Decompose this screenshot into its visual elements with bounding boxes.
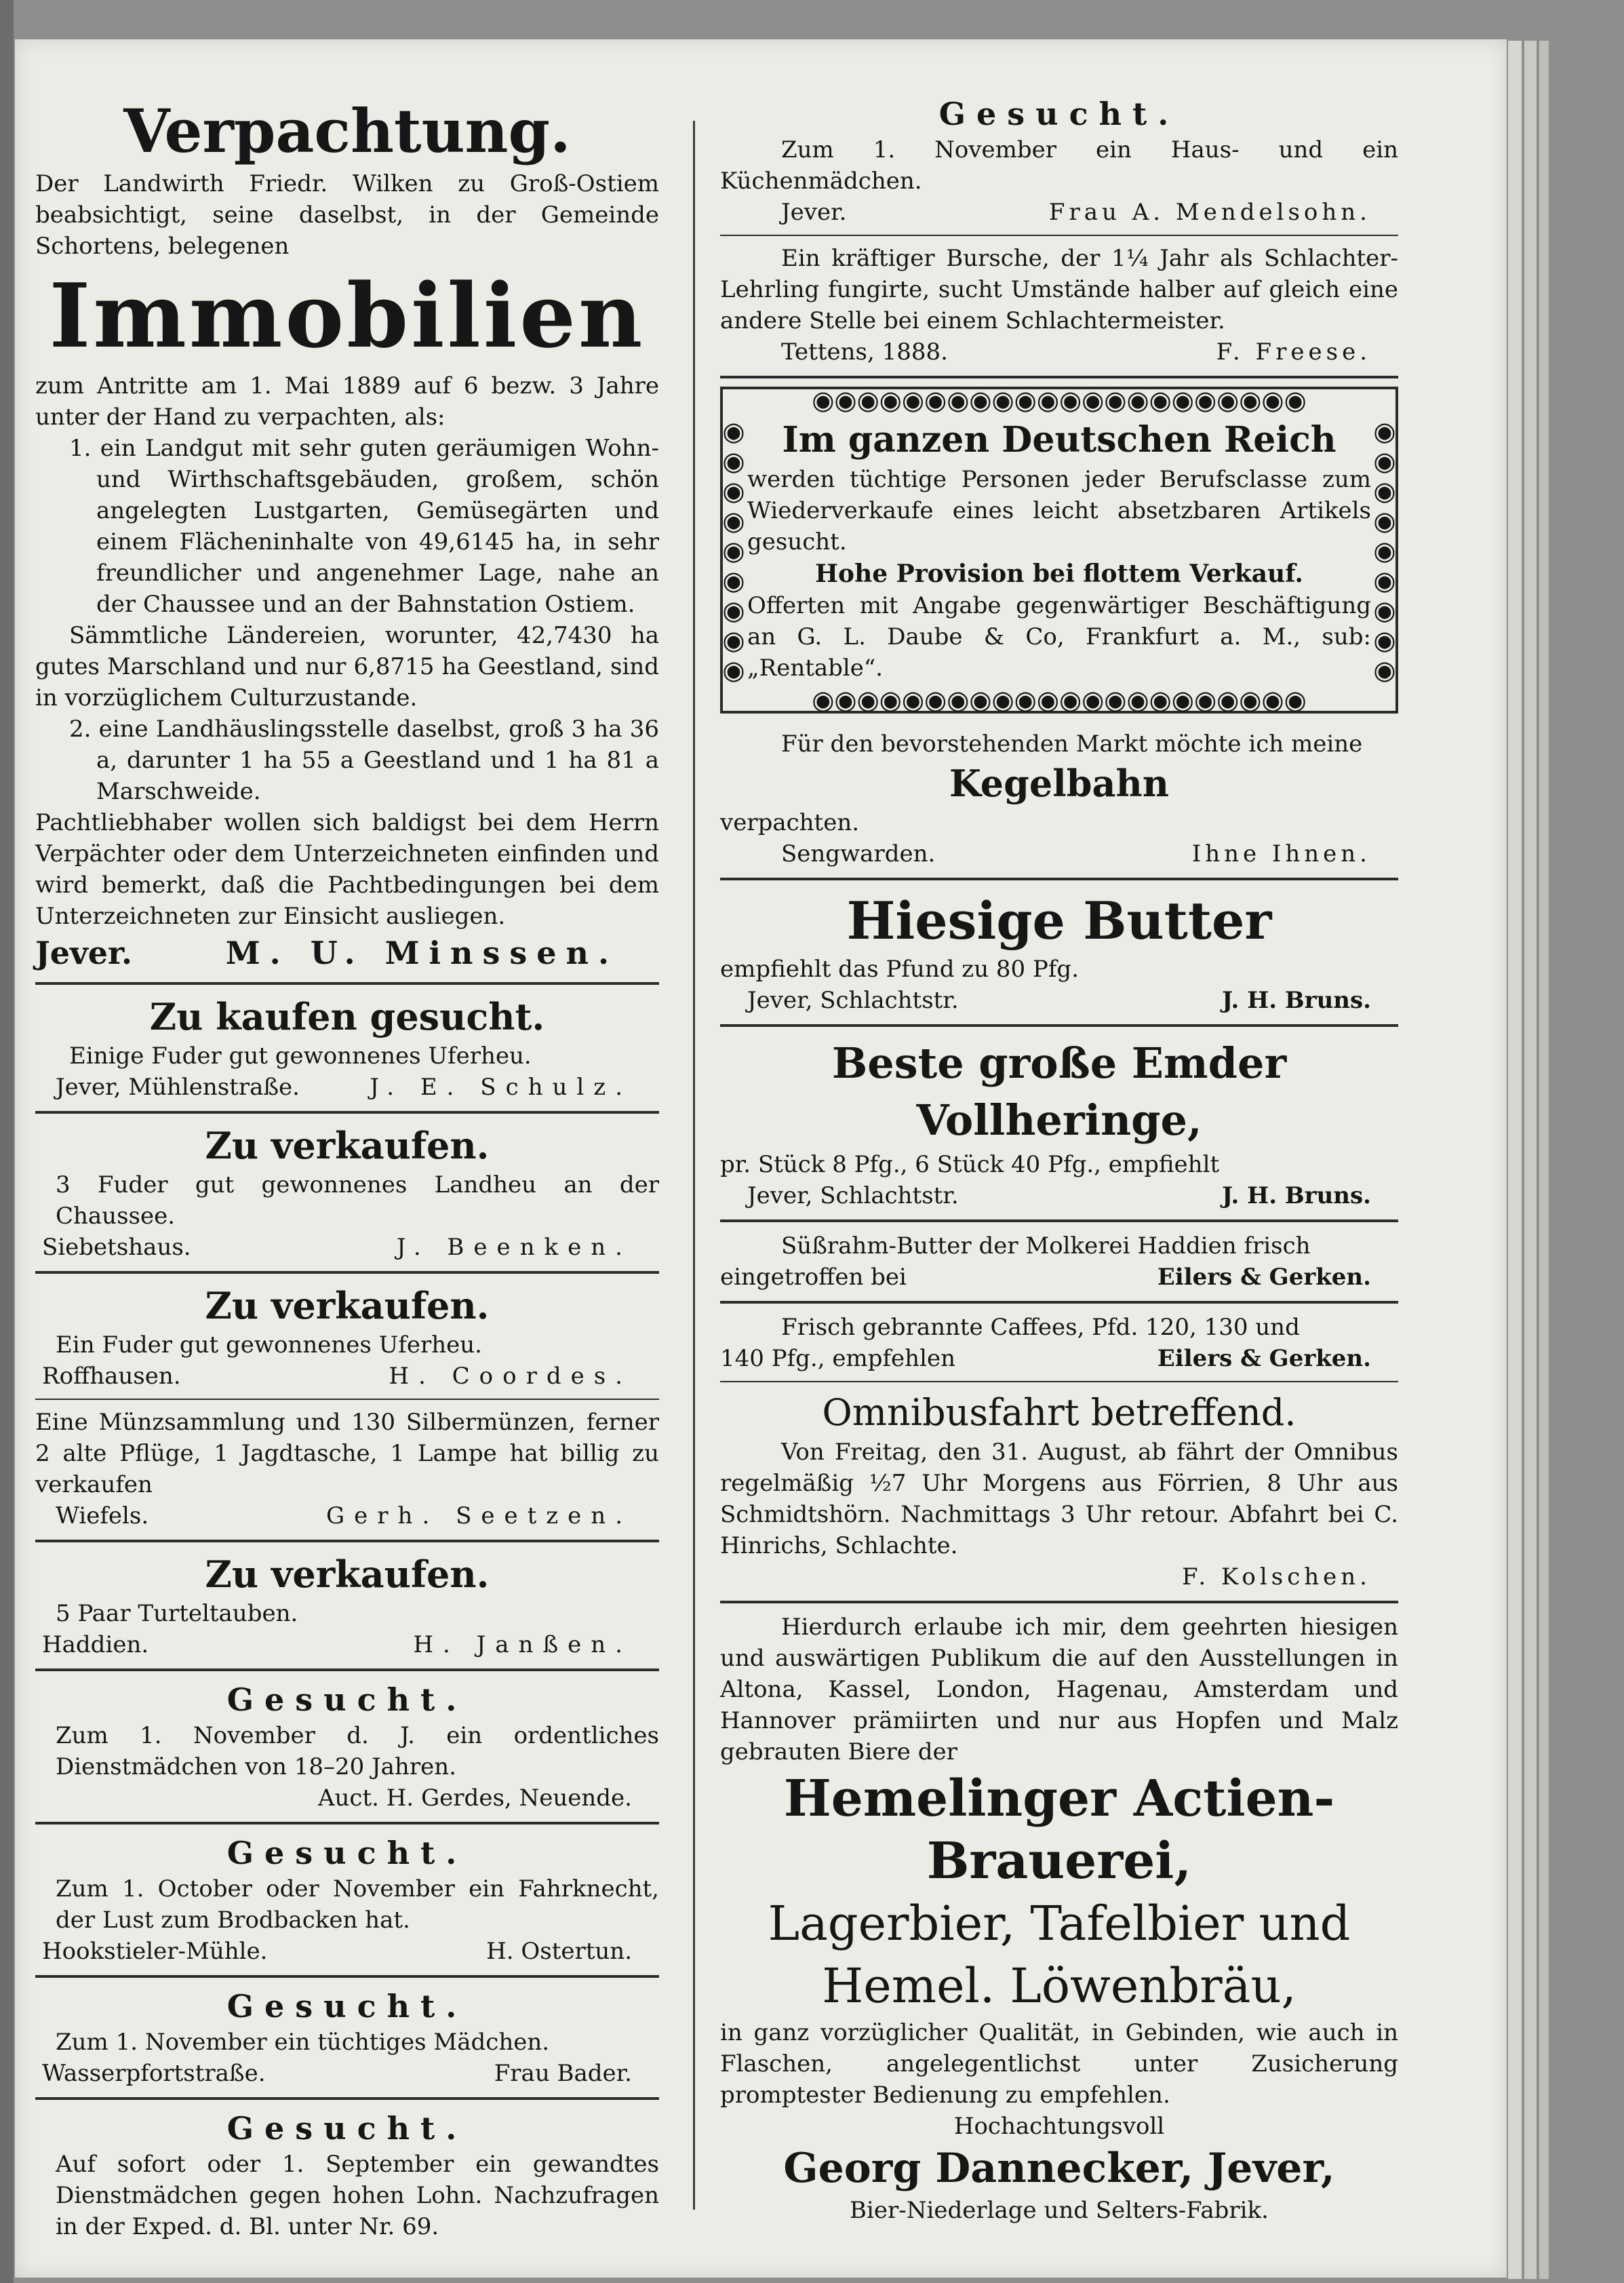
ad-text: pr. Stück 8 Pfg., 6 Stück 40 Pfg., empfiehlt [720,1151,1220,1178]
ad-bursche [720,243,1398,368]
ad-title: Gesucht. [226,1681,468,1718]
ad-signature: H. Janßen. [413,1631,632,1658]
ad-caffee [720,1312,1398,1374]
ad-place: Roffhausen. [42,1363,181,1390]
separator [35,1540,659,1542]
ad-text: Zum 1. October oder November ein Fahrknecht, der Lust zum Brodbacken hat. [56,1875,659,1934]
ad-place: Jever, Schlachtstr. [747,987,959,1014]
ad-place: Hookstieler-Mühle. [42,1938,268,1965]
ad-headline: Lagerbier, Tafelbier und [768,1896,1351,1951]
ad-signature: F. Kolschen. [1182,1563,1371,1591]
separator [720,1219,1398,1222]
ad-text: Ein kräftiger Bursche, der 1¼ Jahr als Schlachter-Lehrling fungirte, sucht Umstände halber auf gleich eine andere Stelle bei einem Schlachtermeister. [720,245,1398,334]
separator [35,1271,659,1274]
ad-signature: Frau Bader. [494,2060,632,2087]
ad-signature: Gerh. Seetzen. [326,1502,632,1529]
ad-gesucht-1 [35,1679,659,1814]
ad-text: Von Freitag, den 31. August, ab fährt der Omnibus regelmäßig ½7 Uhr Morgens aus Förrien, 8 Uhr aus Schmidtshörn. Nachmittags 3 Uhr retour. Abfahrt bei C. Hinrichs, Schlachte. [720,1439,1398,1559]
ad-title: Zu kaufen gesucht. [149,995,545,1038]
ad-text: 140 Pfg., empfehlen [720,1345,955,1372]
newspaper-page [15,39,1507,2278]
ad-text: Zum 1. November ein tüchtiges Mädchen. [56,2029,550,2056]
ad-signature: Eilers & Gerken. [1157,1345,1371,1372]
ad-place: Tettens, 1888. [781,338,948,366]
ad-verpachtung [35,94,659,974]
ad-text: eingetroffen bei [720,1264,907,1291]
left-column [35,94,659,2242]
ornament-border: ◉◉◉◉◉◉◉◉◉◉◉◉◉◉◉◉◉◉◉◉◉◉ [812,685,1307,715]
ad-kegelbahn [720,728,1398,870]
page-stack-edge [1524,41,1537,2279]
page-stack-edge [1508,41,1522,2279]
ad-text: Sämmtliche Ländereien, worunter, 42,7430 ha gutes Marschland und nur 6,8715 ha Geestland, sind in vorzüglichem Culturzustande. [35,622,659,711]
ad-place: Siebetshaus. [42,1234,191,1261]
ad-text: Eine Münzsammlung und 130 Silbermünzen, ferner 2 alte Pflüge, 1 Jagdtasche, 1 Lampe hat billig zu verkaufen [35,1409,659,1498]
ad-title: Hemelinger Actien- [783,1770,1335,1828]
ad-signature: Frau A. Mendelsohn. [1048,199,1371,226]
separator [35,1399,659,1400]
ad-place: Jever, Mühlenstraße. [56,1074,300,1101]
ad-title: Zu verkaufen. [205,1553,490,1596]
ad-signature: H. Coordes. [389,1363,632,1390]
ad-text: Der Landwirth Friedr. Wilken zu Groß-Ostiem beabsichtigt, seine daselbst, in der Gemeinde Schortens, belegenen [35,170,659,260]
separator [35,982,659,985]
ad-text: Hierdurch erlaube ich mir, dem geehrten hiesigen und auswärtigen Publikum die auf den Ausstellungen in Altona, Kassel, London, Hagenau, Amsterdam und Hannover prämiirten und nur aus Hopfen und Malz gebrauten Biere der [720,1614,1398,1765]
separator [720,1381,1398,1382]
ad-place: Jever. [781,199,847,226]
ad-place: Wasserpfortstraße. [42,2060,266,2087]
ad-deutsches-reich-framed [720,387,1398,714]
ad-title: Im ganzen Deutschen Reich [782,419,1336,461]
separator [720,1301,1398,1304]
ad-signature: J. H. Bruns. [1222,987,1371,1014]
ad-title: Verpachtung. [123,96,571,166]
ad-place: Sengwarden. [781,840,936,867]
ad-kaufen [35,993,659,1103]
ad-brauerei [720,1612,1398,2226]
ad-signature: J. H. Bruns. [1222,1182,1371,1209]
ad-signature: Eilers & Gerken. [1157,1264,1371,1291]
separator [720,235,1398,236]
ad-greeting: Hochachtungsvoll [953,2113,1165,2140]
ad-text: Zum 1. November d. J. ein ordentliches Dienstmädchen von 18–20 Jahren. [56,1722,659,1780]
ad-text: Frisch gebrannte Caffees, Pfd. 120, 130 und [781,1314,1300,1341]
separator [720,1601,1398,1603]
ad-title: Gesucht. [226,1988,468,2025]
ad-suessrahm [720,1230,1398,1293]
ad-signature: Georg Dannecker, Jever, [783,2145,1335,2192]
ad-text: Auf sofort oder 1. September ein gewandtes Dienstmädchen gegen hohen Lohn. Nachzufragen in der Exped. d. Bl. unter Nr. 69. [56,2151,659,2240]
page-stack-edge [1539,41,1549,2279]
spacer [720,720,1398,722]
separator [35,1669,659,1671]
ad-title: Gesucht. [938,96,1180,132]
ornament-border: ◉ ◉ ◉ ◉ ◉ ◉ ◉ ◉ ◉ [1373,416,1396,685]
ad-gesucht-2 [35,1833,659,1967]
ad-headline: Immobilien [49,264,646,368]
ad-text: Für den bevorstehenden Markt möchte ich meine [781,730,1363,758]
separator [720,878,1398,880]
ad-text: werden tüchtige Personen jeder Berufsclasse zum Wiederverkaufe eines leicht absetzbaren Artikels gesucht. [747,466,1371,555]
ad-place: Jever, Schlachtstr. [747,1182,959,1209]
ad-verkaufen-2 [35,1282,659,1392]
ad-signature: J. E. Schulz. [370,1074,632,1101]
ad-title: Omnibusfahrt betreffend. [822,1391,1296,1434]
ad-signature: M. U. Minssen. [225,935,618,971]
ad-title: Hiesige Butter [846,891,1272,951]
separator [720,376,1398,378]
ad-text: Einige Fuder gut gewonnenes Uferheu. [69,1042,532,1070]
ad-list-item: 1. ein Landgut mit sehr guten geräumigen Wohn- und Wirthschaftsgebäuden, großem, schön angelegten Lustgarten, Gemüsegärten und einem Flächeninhalte von 49,6145 ha, in sehr freundlicher und angenehmer Lage, nahe an der Chaussee und an der Bahnstation Ostiem. [69,435,659,618]
ad-signature: Auct. H. Gerdes, Neuende. [317,1784,632,1812]
ad-verkaufen-3 [35,1550,659,1660]
ad-text: empfiehlt das Pfund zu 80 Pfg. [720,956,1080,983]
separator [35,2097,659,2100]
ad-place: Haddien. [42,1631,149,1658]
ad-text: Pachtliebhaber wollen sich baldigst bei dem Herrn Verpächter oder dem Unterzeichneten einfinden und wird bemerkt, daß die Pachtbedingungen bei dem Unterzeichneten zur Einsicht ausliegen. [35,809,659,930]
ad-gesucht-3 [35,1986,659,2089]
ad-title: Gesucht. [226,2110,468,2147]
ad-text: zum Antritte am 1. Mai 1889 auf 6 bezw. 3 Jahre unter der Hand zu verpachten, als: [35,372,659,431]
separator [35,1975,659,1978]
ad-text: in ganz vorzüglicher Qualität, in Gebinden, wie auch in Flaschen, angelegentlichst unter Zusicherung promptester Bedienung zu empfehlen. [720,2019,1398,2109]
ad-signature: Ihne Ihnen. [1191,840,1371,867]
ad-text: Zum 1. November ein Haus- und ein Küchenmädchen. [720,136,1398,195]
ornament-border: ◉◉◉◉◉◉◉◉◉◉◉◉◉◉◉◉◉◉◉◉◉◉ [812,385,1307,415]
ad-title: Zu verkaufen. [205,1284,490,1327]
ad-text: Ein Fuder gut gewonnenes Uferheu. [56,1331,482,1359]
ad-butter [720,889,1398,1016]
ad-text: 5 Paar Turteltauben. [56,1600,298,1627]
ad-signature: H. Ostertun. [486,1938,632,1965]
ad-title: Zu verkaufen. [205,1124,490,1167]
separator [35,1111,659,1114]
ad-text: Bier-Niederlage und Selters-Fabrik. [850,2197,1269,2224]
ornament-border: ◉ ◉ ◉ ◉ ◉ ◉ ◉ ◉ ◉ [722,416,745,685]
column-divider [693,121,695,2210]
ad-place: Wiefels. [56,1502,149,1529]
ad-heringe [720,1035,1398,1211]
ad-signature: F. Freese. [1216,338,1371,366]
ad-title: Gesucht. [226,1835,468,1871]
ad-signature: J. Beenken. [396,1234,632,1261]
ad-text: verpachten. [720,809,860,836]
ad-gesucht-mendelsohn [720,94,1398,228]
ad-text: Süßrahm-Butter der Molkerei Haddien frisch [781,1232,1311,1260]
right-column [720,94,1398,2226]
ad-verkaufen-1 [35,1122,659,1263]
binding-edge [0,0,14,2283]
ad-place: Jever. [35,935,133,971]
ad-highlight: Hohe Provision bei flottem Verkauf. [815,560,1303,588]
ad-gesucht-4 [35,2108,659,2242]
ad-title: Kegelbahn [949,762,1169,805]
ad-headline: Hemel. Löwenbräu, [822,1958,1296,2014]
separator [35,1822,659,1825]
ad-text: Offerten mit Angabe gegenwärtiger Beschäftigung an G. L. Daube & Co, Frankfurt a. M., sub: „Rentable“. [747,592,1371,682]
ad-omnibus [720,1389,1398,1593]
ad-text: 3 Fuder gut gewonnenes Landheu an der Chaussee. [56,1171,659,1230]
separator [720,1024,1398,1027]
ad-title: Beste große Emder Vollheringe, [831,1038,1287,1145]
ad-list-item: 2. eine Landhäuslingsstelle daselbst, groß 3 ha 36 a, darunter 1 ha 55 a Geestland und 1 ha 81 a Marschweide. [69,716,659,805]
ad-title: Brauerei, [926,1832,1192,1890]
ad-muenzsammlung [35,1407,659,1531]
